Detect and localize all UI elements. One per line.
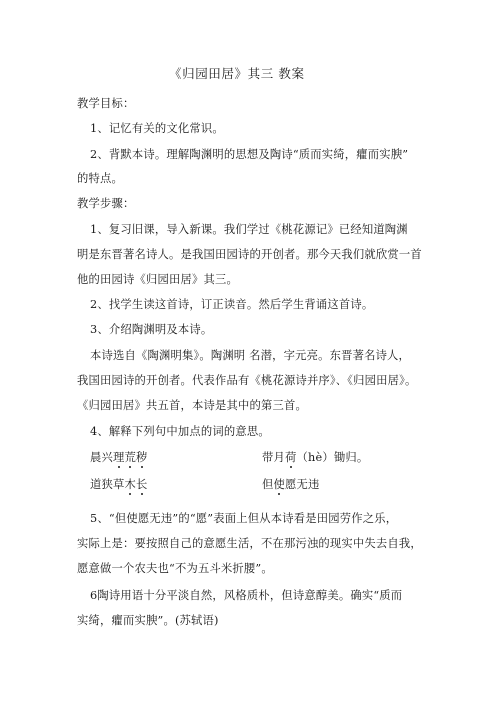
step-paragraph-continued: 实际上是：要按照自己的意愿生活，不在那污浊的现实中失去自我， [77,537,422,550]
example-text: 愿无违 [285,478,320,491]
example-text: （hè）锄归。 [296,451,369,464]
example-sentence [90,477,148,492]
objective-item: 1、记忆有关的文化常识。 [90,122,224,135]
step-paragraph: 6陶诗用语十分平淡自然，风格质朴，但诗意醇美。确实“质而 [90,589,403,602]
example-text: 但 [262,478,274,491]
objective-item: 2、背默本诗。理解陶渊明的思想及陶诗“质而实绮，癯而实腴” [90,148,409,161]
step-paragraph: 1、复习旧课，导入新课。我们学过《桃花源记》已经知道陶渊 [90,223,408,236]
intro-paragraph: 本诗选自《陶渊明集》。陶渊明 名潜，字元亮。东晋著名诗人， [90,349,411,362]
intro-paragraph-continued: 《归园田居》共五首，本诗是其中的第三首。 [77,399,307,412]
step-paragraph-continued: 实绮，癯而实腴”。(苏轼语) [77,614,219,627]
dotted-word: 荒 [124,451,136,464]
intro-paragraph-continued: 我国田园诗的开创者。代表作品有《桃花源诗并序》、《归园田居》。 [77,374,417,387]
step-paragraph: 3、介绍陶渊明及本诗。 [90,323,213,336]
step-paragraph-continued: 他的田园诗《归园田居》其三。 [77,273,238,286]
dotted-word: 秽 [136,451,148,464]
section-heading-objectives: 教学目标： [77,97,135,110]
step-paragraph: 5、“但使愿无违”的“愿”表面上但从本诗看是田园劳作之乐， [90,512,398,525]
example-sentence [90,450,148,465]
dotted-word: 理 [113,451,125,464]
example-text: 道狭草 [90,478,125,491]
example-sentence [262,450,368,465]
page-title: 《归园田居》其三 教案 [169,66,305,81]
step-paragraph: 2、找学生读这首诗，订正读音。然后学生背诵这首诗。 [90,298,374,311]
dotted-word: 使 [273,478,285,491]
objective-item-continued: 的特点。 [77,172,123,185]
step-paragraph: 4、解释下列句中加点的词的意思。 [90,425,270,438]
dotted-word: 木 [124,478,136,491]
example-sentence [262,477,320,492]
step-paragraph-continued: 愿意做一个农夫也“不为五斗米折腰”。 [77,562,273,575]
dotted-word: 荷 [285,451,297,464]
dotted-word: 长 [136,478,148,491]
example-text: 晨兴 [90,451,113,464]
example-text: 带月 [262,451,285,464]
section-heading-steps: 教学步骤： [77,197,135,210]
step-paragraph-continued: 明是东晋著名诗人。是我国田园诗的开创者。那今天我们就欣赏一首 [77,248,422,261]
